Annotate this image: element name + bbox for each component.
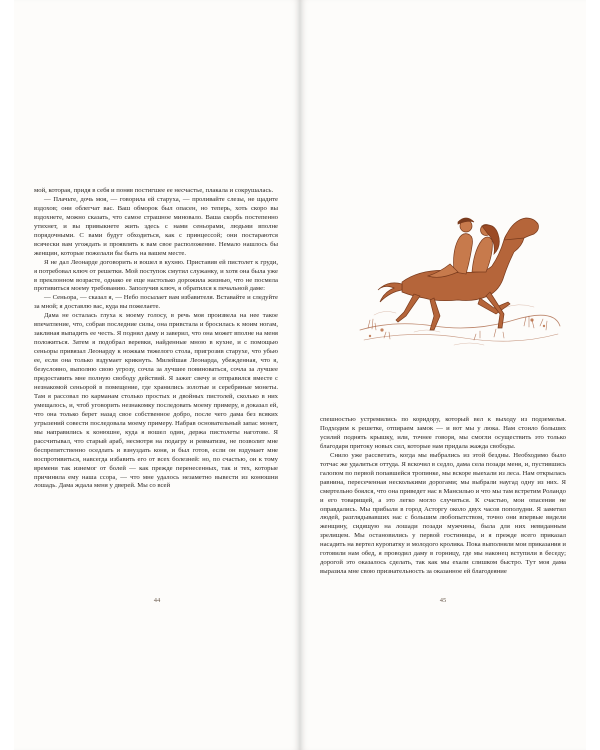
paragraph: — Плачьте, дочь моя, — говорила ей старуха, — проливайте слезы, не щадите вздохов; они облегчат вас. Ваш обморок был опасен, но теперь, хоть скоро вы вздохнете, можно сказать, что самое страшное миновало. Ваша скорбь постепенно утихнет, и вы привыкнете жить здесь с нами сеньорами, людьми вполне порядочными. С вами будут обходиться, как с принцессой; они постараются всячески вам угождать и проявлять к вам свое расположение. Немало нашлось бы женщин, которые пожелали бы быть на вашем месте.	[34, 195, 278, 257]
page-number: 45	[439, 597, 447, 604]
illustration-riders-on-horse	[354, 180, 564, 385]
paragraph: спешностью устремились по коридору, который вел к выходу из подземелья. Подходим к решетке, отпираем замок — и вот мы у люка. Нам стоило больших усилий поднять крышку, или, точнее говоря, мы смогли осуществить это только благодаря притоку новых сил, которые нам придала жажда свободы.	[320, 416, 566, 450]
page-number: 44	[153, 597, 161, 604]
right-page	[300, 0, 586, 750]
paragraph: Дама не осталась глуха к моему голосу, в речь моя произвела на нее такое впечатление, что, собрав последние силы, она привстала и бросилась к моим ногам, заклиная выпадить ее честь. Я поднял даму и заверил, что она может вполне на меня положиться. Затем я подобрал веревки, найденные мною в кухне, и с помощью сеньоры привязал Леонарду к ножкам тяжелого стола, пригрозив старухе, что убью ее, если она только вздумает крикнуть. Милейшая Леонарда, убежденная, что я, безусловно, выполню свою угрозу, сочла за лучшее повиноваться, сочла за лучшее предоставить мне полную свободу действий. Я зажег свечу и отправился вместе с незнакомой сеньорой в помещение, где хранились золотые и серебряные монеты. Там я рассовал по карманам столько простых и двойных пистолей, сколько в них умещалось, и, чтоб уговорить незнакомку последовать моему примеру, я доказал ей, что она только берет назад свое собственное добро, после чего дама без всяких угрызений совести последовала моему примеру. Набрав основательный запас монет, мы направились к конюшне, куда я вошел один, держа пистолеты наготове. Я рассчитывал, что старый араб, несмотря на подагру и ревматизм, не позволит мне беспрепятственно оседлать и взнуздать коня, и был готов, если он вздумает мне воспротивиться, навсегда избавить его от всех болезней: но, по счастью, он к тому времени так изнемог от болей — как прежде перенесенных, так и тех, которые причинила ему наша ссора, — что мне удалось незаметно вывести из конюшни лошадь. Дама ждала меня у дверей. Мы со всей	[34, 312, 278, 490]
paragraph: Я не дал Леонарде договорить и вошел в кухню. Приставив ей пистолет к груди, я потребовал ключ от решетки. Мой поступок смутил служанку, и хотя она была уже в преклонном возрасте, однако ее еще настолько дорожила жизнью, что не посмела противиться моему требованию. Заполучив ключ, я обратился к печальной даме:	[34, 258, 278, 293]
paragraph: Снило уже рассветать, когда мы выбрались из этой бездны. Необходимо было тотчас же удалиться оттуда. Я вскочил в седло, дама села позади меня, и, пустившись галопом по первой попавшейся тропинке, мы вскоре выехали из леса. Нам открылась равнина, пересеченная несколькими дорогами; мы выбрали наугад одну из них. Я смертельно боялся, что она приведет нас в Мансилью и что мы там встретим Роландо и его товарищей, а это легко могло случиться. К счастью, мои опасения не оправдались. Мы прибыли в город Асторгу около двух часов пополудни. Я заметил людей, разглядывавших нас с большим любопытством, точно они впервые видели женщину, сидящую на лошади позади мужчины, была для них невиданным зрелищем. Мы остановились у первой гостиницы, и я прежде всего приказал насадить на вертел куропатку и молодого кролика. Пока выполняли мои приказания и готовили нам обед, я проводил даму в горницу, где мы наконец вступили в беседу; дорогой это оказалось сделать, так как мы ехали слишком быстро. Тут моя дама выразила мне свою признательность за оказанное ей благодеяние	[320, 451, 566, 576]
left-text-column	[34, 187, 278, 491]
paragraph: мой, которая, придя в себя и поняв постигшее ее несчастье, плакала и сокрушалась.	[34, 187, 274, 194]
left-page	[14, 0, 300, 750]
paragraph: — Сеньора, — сказал я, — Небо посылает вам избавителя. Вставайте и следуйте за мной; я доставлю вас, куда вы пожелаете.	[34, 294, 278, 311]
right-text-column	[320, 416, 566, 577]
